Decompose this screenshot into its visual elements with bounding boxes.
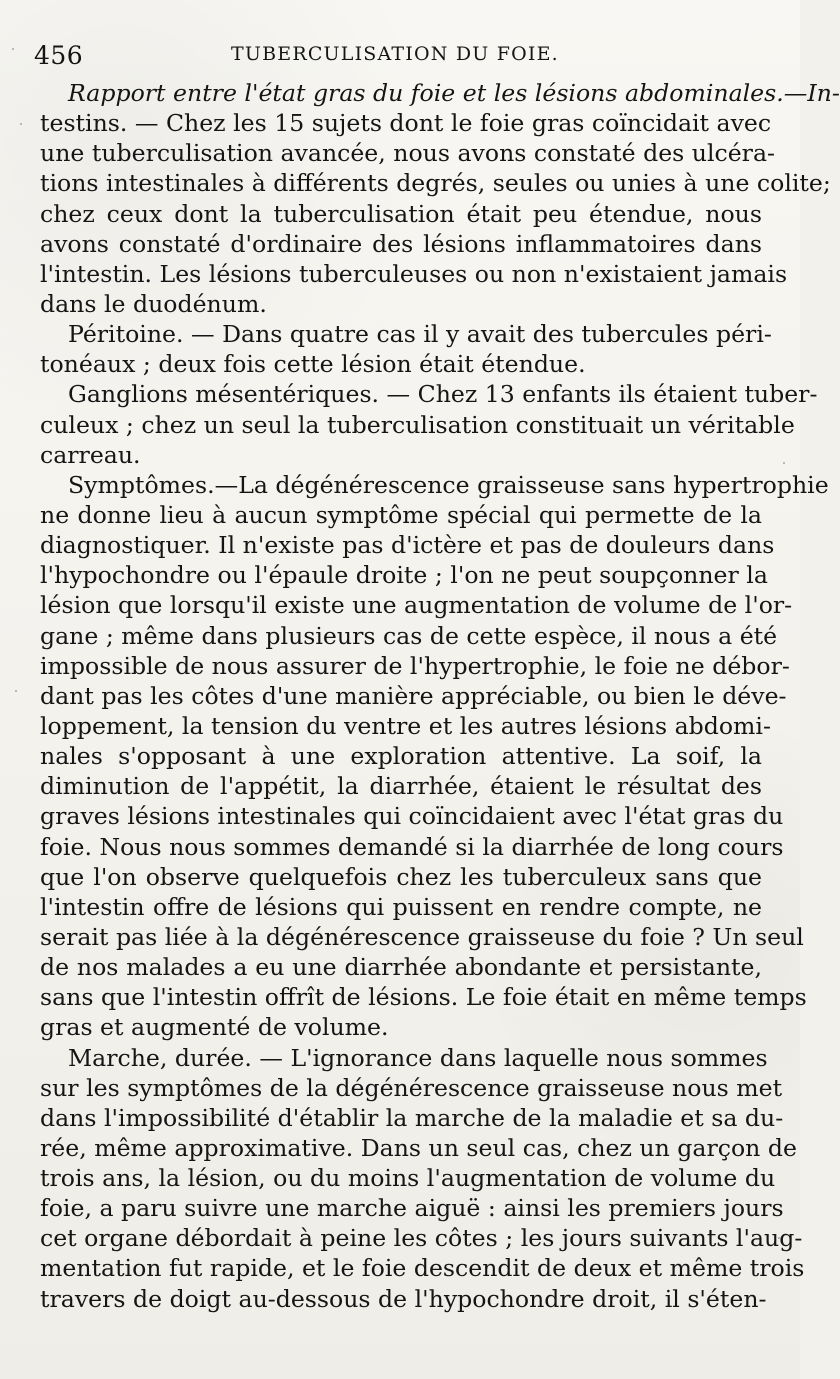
text-line: l'hypochondre ou l'épaule droite ; l'on ne peut soupçonner la <box>40 561 768 590</box>
text-line: diminution de l'appétit, la diarrhée, étaient le résultat des <box>40 772 762 801</box>
text-line: carreau. <box>40 440 141 469</box>
text-line: que l'on observe quelquefois chez les tuberculeux sans que <box>40 862 762 891</box>
text-line: dans le duodénum. <box>40 289 267 318</box>
text-line: testins. — Chez les 15 sujets dont le foie gras coïncidait avec <box>40 109 772 138</box>
text-line: foie, a paru suivre une marche aiguë : ainsi les premiers jours <box>40 1194 784 1223</box>
text-line: sur les symptômes de la dégénérescence graisseuse nous met <box>40 1073 783 1102</box>
paper-speck <box>20 123 22 125</box>
text-line: Marche, durée. — L'ignorance dans laquelle nous sommes <box>68 1043 768 1072</box>
paper-speck <box>15 690 17 692</box>
text-line: une tuberculisation avancée, nous avons constaté des ulcéra- <box>40 139 776 168</box>
text-line: sans que l'intestin offrît de lésions. Le foie était en même temps <box>40 983 807 1012</box>
page-number: 456 <box>34 41 84 70</box>
text-line: ne donne lieu à aucun symptôme spécial qui permette de la <box>40 500 762 529</box>
text-line: l'intestin. Les lésions tuberculeuses ou non n'existaient jamais <box>40 259 788 288</box>
text-line: dans l'impossibilité d'établir la marche de la maladie et sa du- <box>40 1103 784 1132</box>
text-line: nales s'opposant à une exploration attentive. La soif, la <box>40 742 762 771</box>
running-head: TUBERCULISATION DU FOIE. <box>231 43 559 65</box>
text-line: gras et augmenté de volume. <box>40 1013 389 1042</box>
text-line: Ganglions mésentériques. — Chez 13 enfants ils étaient tuber- <box>68 380 818 409</box>
text-line: tonéaux ; deux fois cette lésion était étendue. <box>40 350 586 379</box>
text-line: de nos malades a eu une diarrhée abondante et persistante, <box>40 953 762 982</box>
text-line: foie. Nous nous sommes demandé si la diarrhée de long cours <box>40 832 784 861</box>
text-line: Symptômes.—La dégénérescence graisseuse sans hypertrophie <box>68 470 829 499</box>
paper-speck <box>778 1237 780 1239</box>
text-line: cet organe débordait à peine les côtes ; les jours suivants l'aug- <box>40 1224 803 1253</box>
text-line: chez ceux dont la tuberculisation était peu étendue, nous <box>40 199 762 228</box>
text-line: tions intestinales à différents degrés, seules ou unies à une colite; <box>40 169 831 198</box>
text-line: mentation fut rapide, et le foie descendit de deux et même trois <box>40 1254 805 1283</box>
text-line: culeux ; chez un seul la tuberculisation constituait un véritable <box>40 410 795 439</box>
paper-speck <box>783 462 785 464</box>
text-line: lésion que lorsqu'il existe une augmentation de volume de l'or- <box>40 591 793 620</box>
text-line: l'intestin offre de lésions qui puissent en rendre compte, ne <box>40 892 762 921</box>
body-text <box>40 78 840 1314</box>
text-line: loppement, la tension du ventre et les autres lésions abdomi- <box>40 711 771 740</box>
text-line: gane ; même dans plusieurs cas de cette espèce, il nous a été <box>40 621 778 650</box>
text-line: Rapport entre l'état gras du foie et les lésions abdominales.—In- <box>68 79 840 107</box>
text-line: impossible de nous assurer de l'hypertrophie, le foie ne débor- <box>40 651 790 680</box>
text-line: travers de doigt au-dessous de l'hypochondre droit, il s'éten- <box>40 1284 767 1313</box>
text-line: serait pas liée à la dégénérescence graisseuse du foie ? Un seul <box>40 922 804 951</box>
page-header <box>34 41 764 71</box>
paper-speck <box>12 48 14 50</box>
text-line: graves lésions intestinales qui coïncidaient avec l'état gras du <box>40 802 784 831</box>
text-line: rée, même approximative. Dans un seul cas, chez un garçon de <box>40 1133 797 1162</box>
text-line: dant pas les côtes d'une manière appréciable, ou bien le déve- <box>40 681 787 710</box>
text-line: avons constaté d'ordinaire des lésions inflammatoires dans <box>40 229 762 258</box>
text-line: diagnostiquer. Il n'existe pas d'ictère et pas de douleurs dans <box>40 531 775 560</box>
text-line: Péritoine. — Dans quatre cas il y avait des tubercules péri- <box>68 320 772 349</box>
text-line: trois ans, la lésion, ou du moins l'augmentation de volume du <box>40 1164 776 1193</box>
